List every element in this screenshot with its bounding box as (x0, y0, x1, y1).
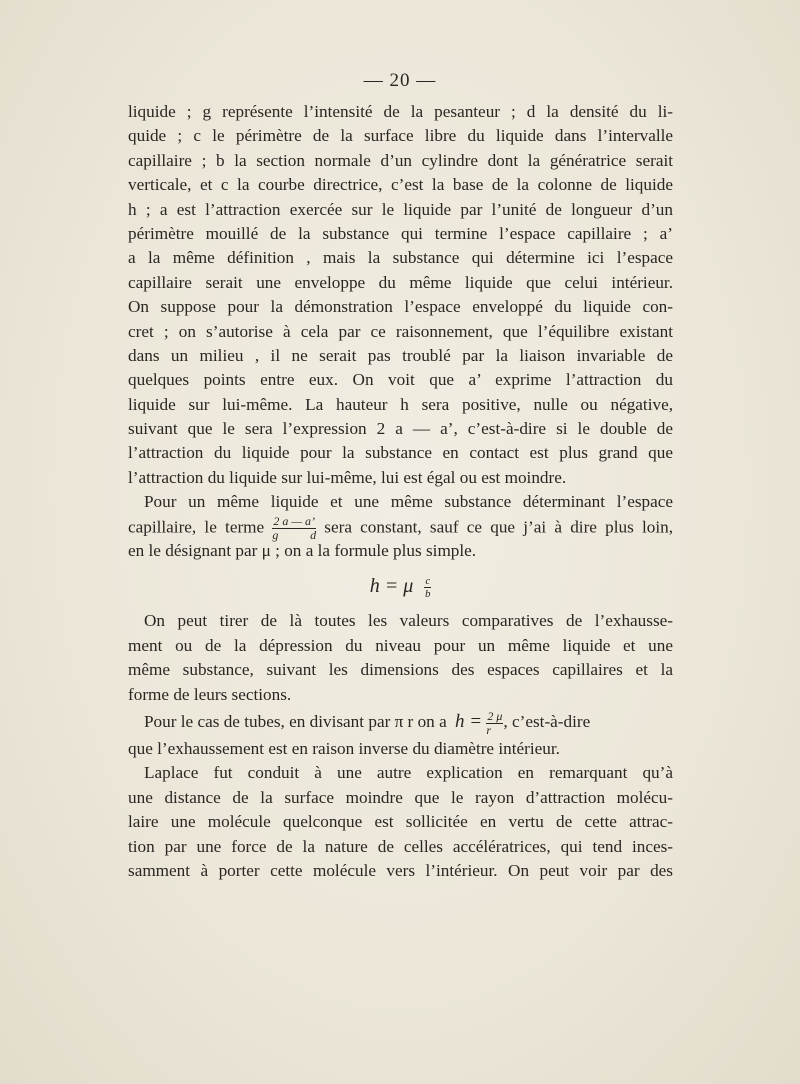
text-fragment: sera constant, sauf ce que j’ai à dire plus loin, (324, 517, 674, 537)
text-line: capillaire ; b la section normale d’un cylindre dont la génératrice serait (128, 150, 673, 170)
text-line: liquide ; g représente l’intensité de la pesanteur ; d la densité du li- (128, 102, 673, 121)
fraction-denominator: g d (272, 527, 317, 542)
text-line: que l’exhaussement est en raison inverse du diamètre intérieur. (128, 738, 560, 758)
text-line: cret ; on s’autorise à cela par ce raisonnement, que l’équilibre existant (128, 321, 673, 341)
text-line: tion par une force de la nature de celles accélératrices, qui tend inces- (128, 836, 673, 856)
fraction-numerator: 2 μ (487, 708, 503, 723)
text-line: Laplace fut conduit à une autre explication en remarquant qu’à (144, 763, 673, 783)
text-line: ment ou de la dépression du niveau pour un même liquide et une (128, 635, 673, 655)
text-fragment: Pour le cas de tubes, en divisant par π r on a (144, 711, 447, 731)
text-line: Pour un même liquide et une même substance déterminant l’espace (144, 492, 673, 512)
text-line: même substance, suivant les dimensions des espaces capillaires et la (128, 660, 673, 680)
text-line: a la même définition , mais la substance qui détermine ici l’espace (128, 248, 673, 268)
text-line: l’attraction du liquide sur lui-même, lui est égal ou est moindre. (128, 467, 567, 487)
text-line: périmètre mouillé de la substance qui termine l’espace capillaire ; a’ (128, 223, 673, 243)
text-line: verticale, et c la courbe directrice, c’est la base de la colonne de liquide (128, 175, 673, 195)
text-line: l’attraction du liquide pour la substance en contact est plus grand que (128, 443, 673, 463)
fraction-denominator: r (486, 722, 492, 737)
text-line: quelques points entre eux. On voit que a’ exprime l’attraction du (128, 370, 673, 390)
text-fragment: , c’est-à-dire (503, 711, 591, 731)
page-number: — 20 — (363, 70, 437, 91)
text-line: en le désignant par μ ; on a la formule plus simple. (128, 541, 477, 561)
text-line-with-fraction (128, 707, 673, 737)
text-fragment: capillaire, le terme (128, 517, 265, 537)
text-line: samment à porter cette molécule vers l’intérieur. On peut voir par des (128, 860, 673, 880)
body-text (128, 100, 673, 883)
inline-fraction (486, 710, 503, 737)
text-line: capillaire serait une enveloppe du même liquide que celui intérieur. (128, 272, 673, 292)
display-formula (128, 563, 673, 609)
text-line: liquide sur lui-même. La hauteur h sera positive, nulle ou négative, (128, 394, 673, 414)
formula-lhs: h = μ (369, 575, 414, 598)
formula-fraction (424, 575, 431, 600)
inline-fraction (272, 515, 316, 542)
formula-lhs: h = (455, 710, 483, 732)
fraction-denominator: b (425, 588, 431, 601)
text-line-with-fraction (128, 513, 674, 542)
text-line: dans un milieu , il ne serait pas troublé par la liaison invariable de (128, 345, 673, 365)
text-line: quide ; c le périmètre de la surface libre du liquide dans l’intervalle (128, 126, 673, 146)
text-line: laire une molécule quelconque est sollicitée en vertu de cette attrac- (128, 812, 673, 832)
text-line: une distance de la surface moindre que le rayon d’attraction molécu- (128, 787, 673, 807)
text-line: On suppose pour la démonstration l’espace enveloppé du liquide con- (128, 297, 673, 317)
fraction-numerator: c (425, 575, 431, 588)
text-line: suivant que le sera l’expression 2 a — a’, c’est-à-dire si le double de (128, 419, 673, 439)
fraction-numerator: 2 a — a’ (273, 513, 316, 528)
text-line: h ; a est l’attraction exercée sur le liquide par l’unité de longueur d’un (128, 199, 673, 219)
text-line: forme de leurs sections. (128, 684, 292, 704)
text-line: On peut tirer de là toutes les valeurs comparatives de l’exhausse- (144, 611, 673, 631)
